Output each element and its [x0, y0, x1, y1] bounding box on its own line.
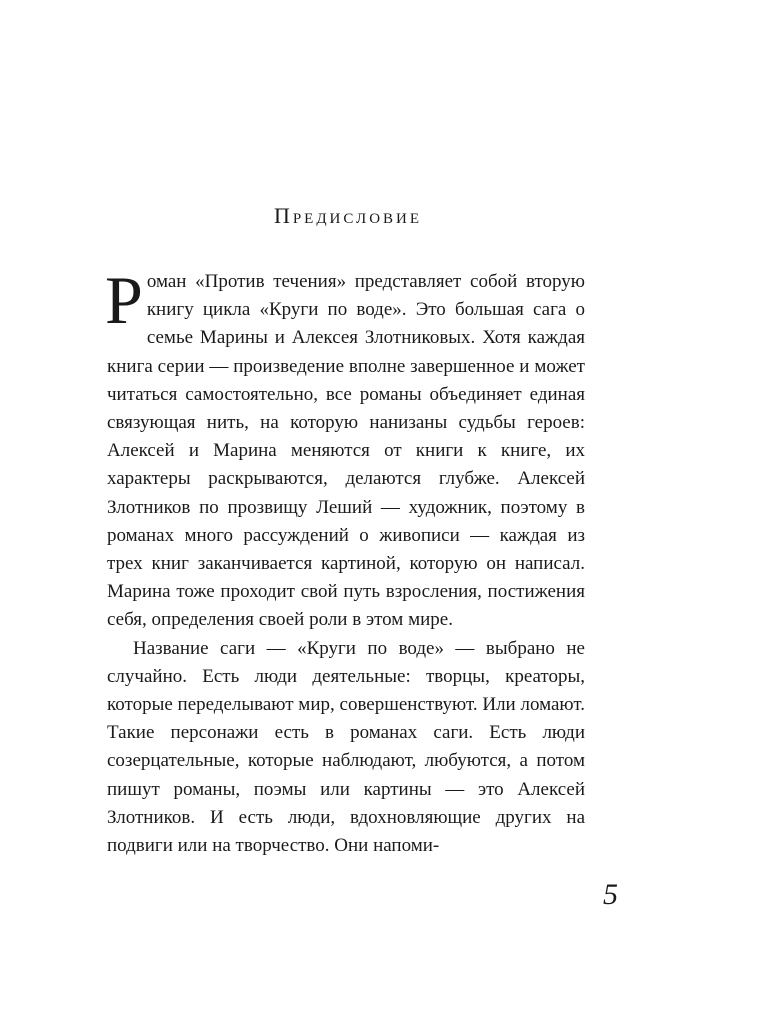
drop-cap: Р [105, 262, 143, 338]
page-number: 5 [603, 878, 618, 911]
paragraph-1 [105, 262, 585, 635]
paragraph-2: Название саги — «Круги по воде» — выбрано не случайно. Есть люди деятельные: творцы, креаторы, которые переделывают мир, совершенствуют. Или ломают. Такие персонажи есть в романах саги. Есть люди созерцательные, которые наблюдают, любуются, а потом пишут романы, поэмы или картины — это Алексей Злотников. И есть люди, вдохновляющие других на подвиги или на творчество. Они напоми- [107, 637, 585, 857]
paragraph-1-text: оман «Против течения» представляет собой вторую книгу цикла «Круги по воде». Это большая сага о семье Марины и Алексея Злотниковых. Хотя каждая книга серии — произведение вполне завершенное и может читаться самостоятельно, все романы объединяет единая связующая нить, на которую нанизаны судьбы героев: Алексей и Марина меняются от книги к книге, их характеры раскрываются, делаются глубже. Алексей Злотников по прозвищу Леший — художник, поэтому в романах много рассуждений о живописи — каждая из трех книг заканчивается картиной, которую он написал. Марина тоже проходит свой путь взросления, постижения себя, определения своей роли в этом мире. [107, 271, 585, 631]
body-text [105, 262, 585, 860]
chapter-title: Предисловие [273, 203, 423, 228]
